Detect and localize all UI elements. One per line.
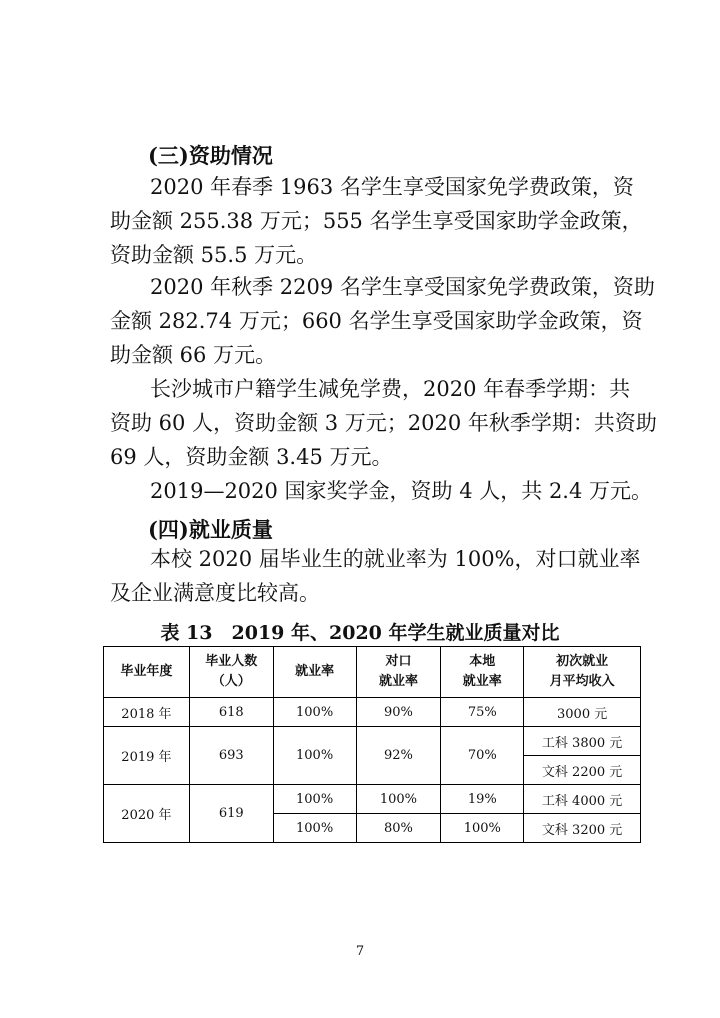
header-line: 就业率 <box>462 674 502 689</box>
cell-count: 619 <box>189 785 273 843</box>
text-line: 金额 282.74 万元；660 名学生享受国家助学金政策，资 <box>110 309 643 333</box>
cell-local: 70% <box>441 727 524 785</box>
text-line: 助金额 66 万元。 <box>110 343 277 367</box>
header-line: 月平均收入 <box>549 674 615 689</box>
cell-year: 2019 年 <box>104 727 190 785</box>
cell-income: 文科 3200 元 <box>524 814 641 843</box>
header-line: 毕业人数 <box>205 654 258 669</box>
section-heading-employment: (四)就业质量 <box>148 517 273 542</box>
table-row <box>104 785 641 814</box>
header-line: 初次就业 <box>556 654 609 669</box>
text-line: 本校 2020 届毕业生的就业率为 100%，对口就业率 <box>150 547 641 571</box>
header-line: 本地 <box>469 654 496 669</box>
table-header-row <box>104 647 641 698</box>
cell-local: 19% <box>441 785 524 814</box>
cell-year: 2018 年 <box>104 698 190 727</box>
header-monthly-income <box>524 647 641 698</box>
cell-rate: 100% <box>273 727 356 785</box>
cell-income: 工科 3800 元 <box>524 727 641 756</box>
text-line: 助金额 255.38 万元；555 名学生享受国家助学金政策， <box>110 209 643 233</box>
cell-matched: 92% <box>356 727 441 785</box>
paragraph-changsha-reduction <box>110 372 657 474</box>
table-row <box>104 698 641 727</box>
cell-local: 100% <box>441 814 524 843</box>
cell-rate: 100% <box>273 698 356 727</box>
cell-income: 文科 2200 元 <box>524 756 641 785</box>
text-line: 资助 60 人，资助金额 3 万元；2020 年秋季学期：共资助 <box>110 411 657 435</box>
text-line: 2020 年春季 1963 名学生享受国家免学费政策，资 <box>150 175 634 199</box>
text-line: 长沙城市户籍学生减免学费，2020 年春季学期：共 <box>150 377 631 401</box>
paragraph-national-scholarship <box>110 474 653 508</box>
cell-count: 618 <box>189 698 273 727</box>
header-line: 就业率 <box>378 674 418 689</box>
cell-matched: 80% <box>356 814 441 843</box>
cell-local: 75% <box>441 698 524 727</box>
text-line: 2019—2020 国家奖学金，资助 4 人，共 2.4 万元。 <box>150 479 653 503</box>
paragraph-spring-funding <box>110 170 643 272</box>
text-line: 2020 年秋季 2209 名学生享受国家免学费政策，资助 <box>150 275 655 299</box>
header-line: （人） <box>211 674 251 689</box>
header-graduate-count <box>189 647 273 698</box>
page-number: 7 <box>355 944 365 959</box>
header-local-rate <box>441 647 524 698</box>
paragraph-employment-rate <box>110 542 641 610</box>
header-year: 毕业年度 <box>104 647 190 698</box>
employment-quality-table <box>103 646 641 843</box>
cell-rate: 100% <box>273 814 356 843</box>
text-line: 69 人，资助金额 3.45 万元。 <box>110 445 393 469</box>
header-line: 对口 <box>385 654 412 669</box>
paragraph-autumn-funding <box>110 270 655 372</box>
text-line: 及企业满意度比较高。 <box>110 581 320 605</box>
cell-rate: 100% <box>273 785 356 814</box>
section-heading-funding: (三)资助情况 <box>148 143 273 168</box>
cell-matched: 100% <box>356 785 441 814</box>
cell-income: 工科 4000 元 <box>524 785 641 814</box>
cell-year: 2020 年 <box>104 785 190 843</box>
header-matched-rate <box>356 647 441 698</box>
table-caption: 表 13 2019 年、2020 年学生就业质量对比 <box>160 622 560 644</box>
cell-income: 3000 元 <box>524 698 641 727</box>
cell-matched: 90% <box>356 698 441 727</box>
table-row <box>104 727 641 756</box>
cell-count: 693 <box>189 727 273 785</box>
text-line: 资助金额 55.5 万元。 <box>110 243 318 267</box>
header-employment-rate: 就业率 <box>273 647 356 698</box>
